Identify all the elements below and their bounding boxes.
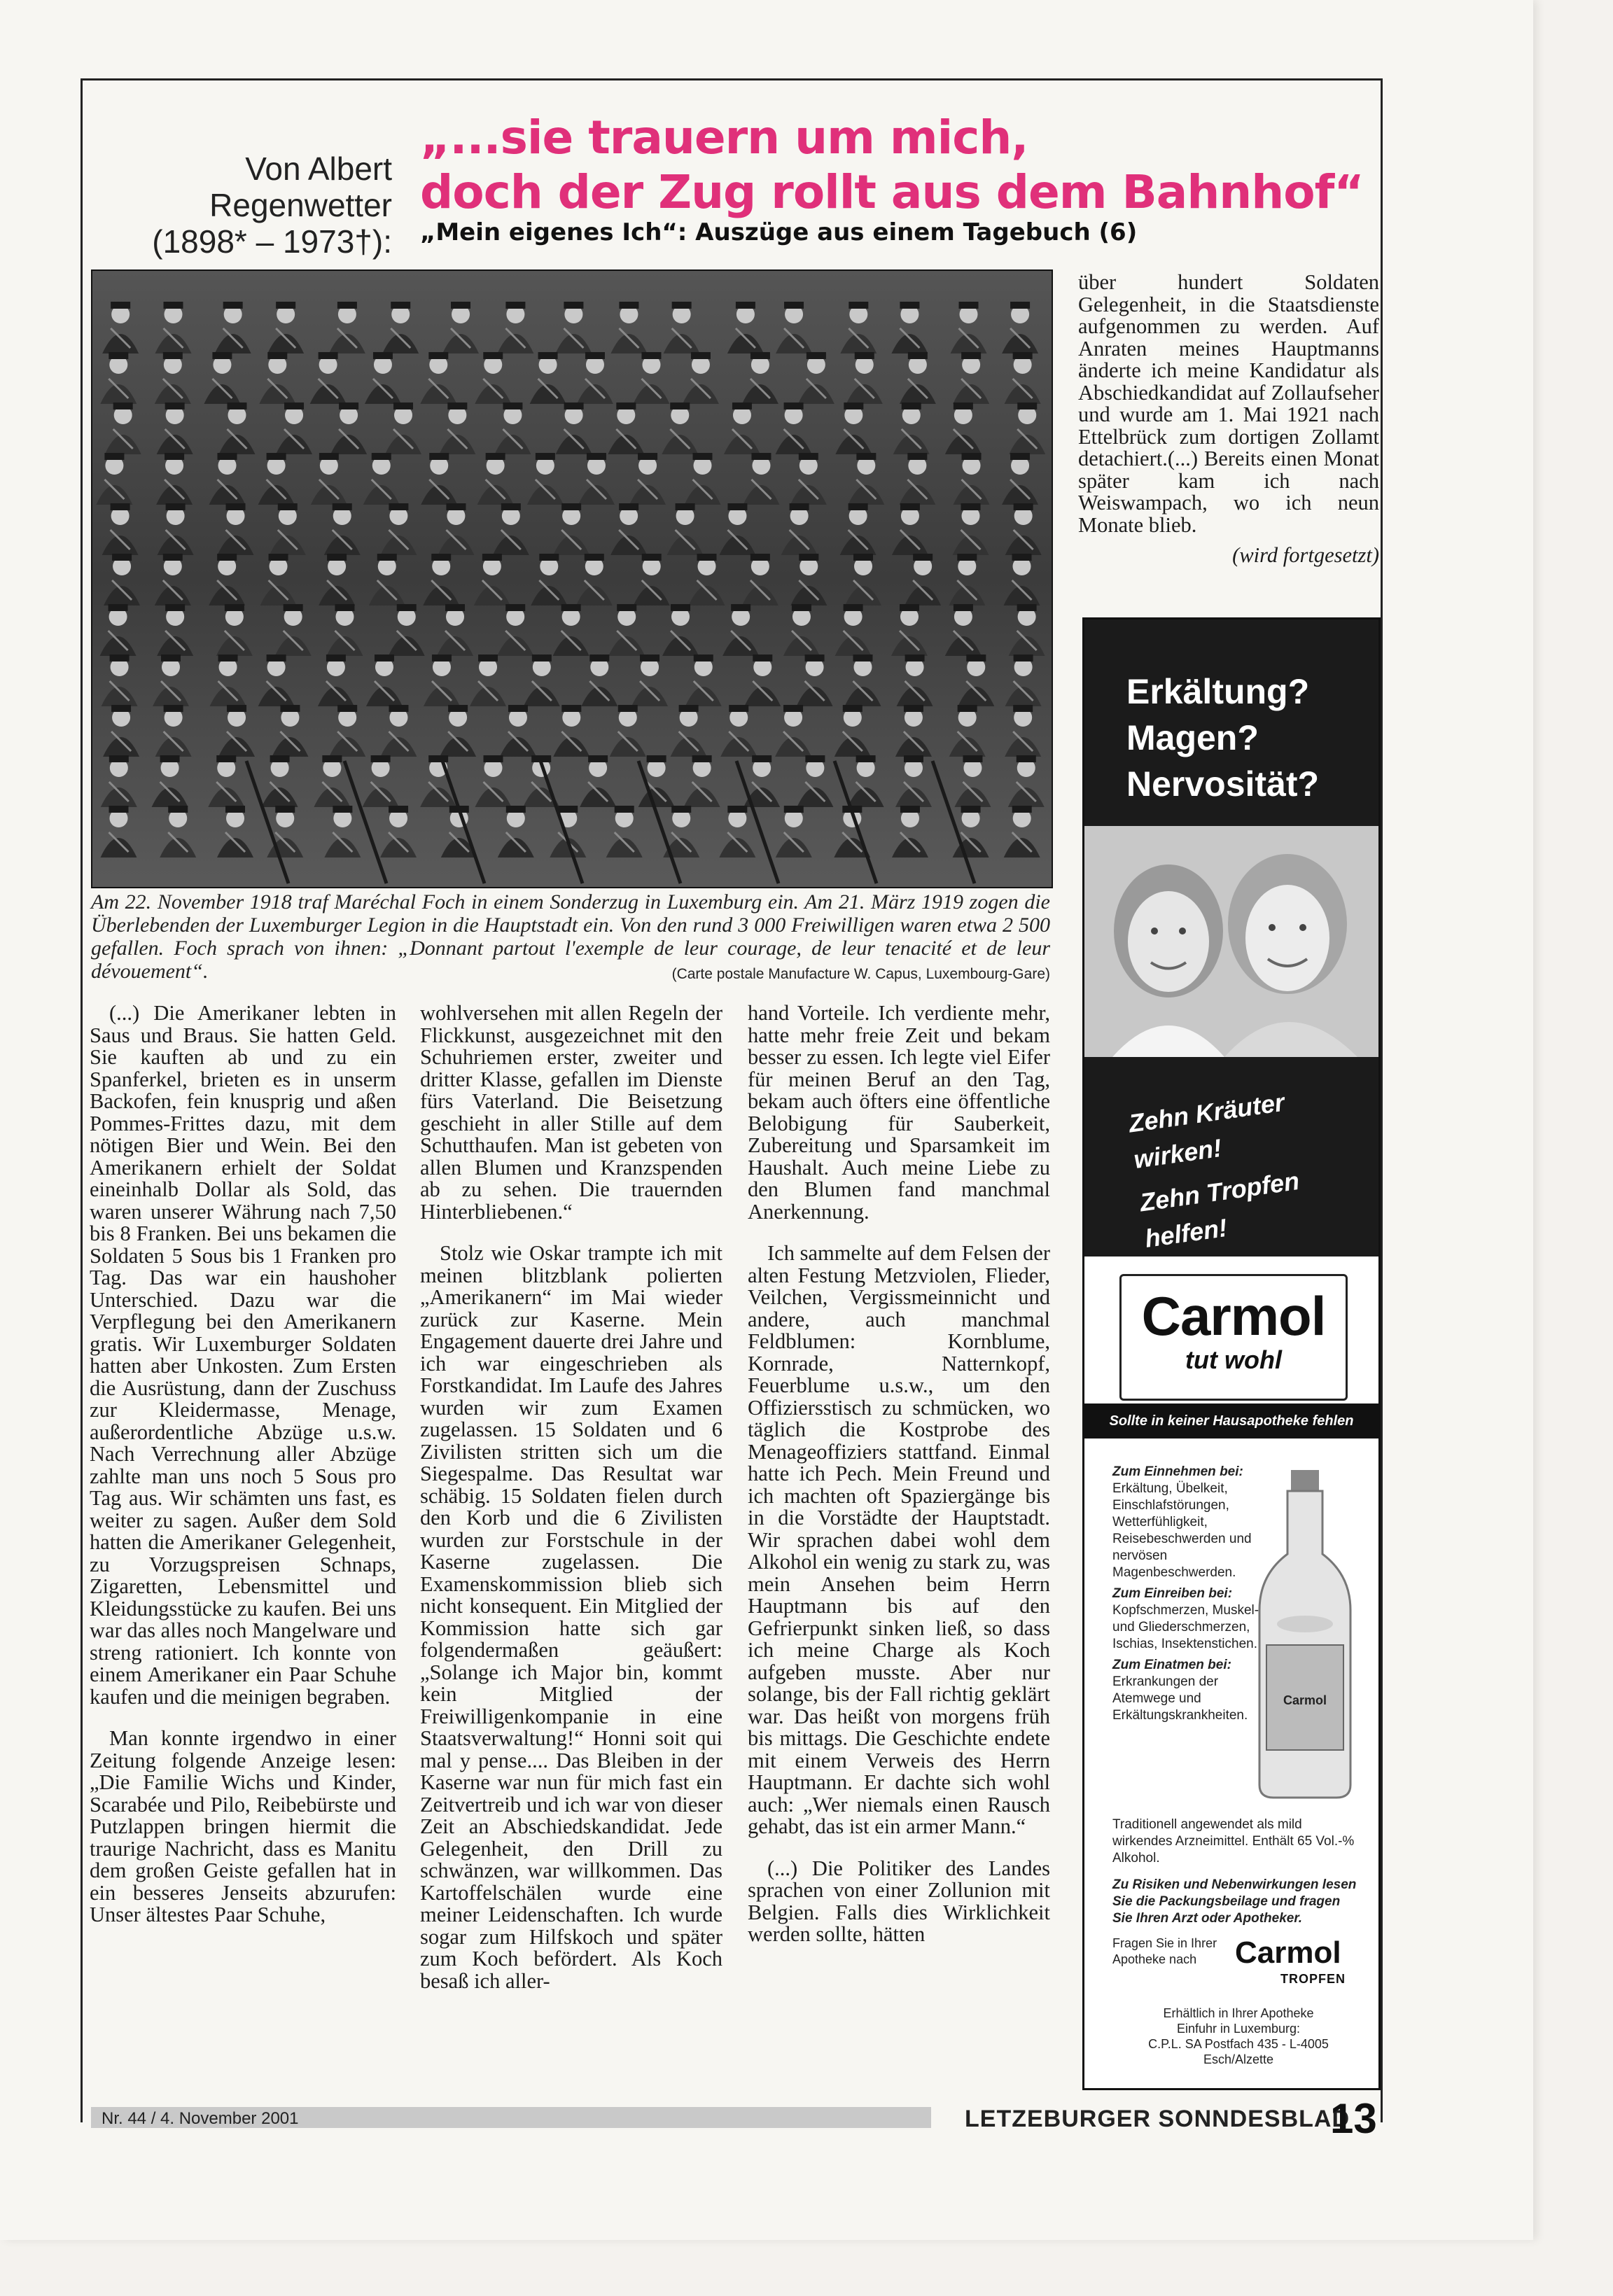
ad-question: Erkältung? [1126,672,1310,711]
address-line: Einfuhr in Luxemburg: [1176,2022,1301,2036]
paragraph: (...) Die Politiker des Landes sprachen von einer Zollunion mit Belgien. Falls dies Wirklichkeit werden sollte, hätten [748,1856,1050,1946]
ad-question: Magen? [1126,718,1259,757]
legal-warning: Zu Risiken und Nebenwirkungen lesen Sie die Packungsbeilage und fragen Sie Ihren Arzt oder Apotheker. [1112,1877,1357,1926]
article-column-2 [420,1002,722,1992]
slogan-line: Zehn Kräuter [1126,1087,1287,1138]
paragraph: Stolz wie Oskar trampte ich mit meinen blitzblank polierten „Amerikanern“ im Mai wieder zurück zur Kaserne. Mein Engagement dauerte drei Jahre und ich war eingeschrieben als Forstkandidat. Im Laufe des Jahres wurden wir zum Examen zugelassen. 15 Soldaten und 6 Zivilisten stritten sich um die Siegespalme. Das Resultat war schäbig. 15 Soldaten fielen durch den Korb und die 6 Zivilisten wurden zur Forstschule in der Kaserne zugelassen. Die Examenskommission blieb sich nicht konsequent. Ein Mitglied der Kommission hatte sich gar folgendermaßen geäußert: „Solange ich Major bin, kommt kein Mitglied der Freiwilligenkompanie in eine Staatsverwaltung!“ Honni soit qui mal y pense.... Das Bleiben in der Kaserne war nun für mich fast ein Zeitvertreib und ich war von dieser Zeit an Abschiedskandidat. Jede Gelegenheit, den Drill zu schwänzen, war willkommen. Das Kartoffelschälen wurde eine meiner Leidenschaften. Ich wurde sogar zum Hilfskoch und später zum Koch befördert. Als Koch besaß ich aller- [420,1241,722,1993]
women-photo-illustration [1084,826,1378,1057]
byline-line: Regenwetter [209,187,392,223]
paragraph: wohlversehen mit allen Regeln der Flickkunst, ausgezeichnet mit den Schuhriemen erster, zweiter und dritter Klasse, gefallen im Dienste fürs Vaterland. Die Beisetzung geschieht in aller Stille auf dem Schutthaufen. Man ist gebeten von allen Blumen und Kranzspenden ab zu sehen. Die trauernden Hinterbliebenen.“ [420,1001,722,1224]
info-heading: Zum Einnehmen bei: [1112,1464,1243,1479]
slogan-line: wirken! [1131,1133,1224,1175]
article-column-1 [90,1002,396,1926]
article-column-right [1078,272,1379,567]
ad-slogan [1126,1084,1306,1257]
caption-text: Am 22. November 1918 traf Maréchal Foch in einem Sonderzug in Luxemburg ein. Am 21. März 1919 zogen die Überlebenden der Luxemburger Legion in die Hauptstadt ein. Von den rund 3 000 Freiwilligen waren etwa 2 500 gefallen. Foch sprach von ihnen: „Donnant partout l'exemple de leur courage, de leur tenacité et de leur dévouement“. [91,890,1050,983]
carmol-logo [1119,1274,1348,1401]
bottle-icon [1252,1470,1357,1799]
importer-address [1112,2005,1364,2067]
photo-illustration [92,271,1052,887]
ad-usage-info [1112,1460,1259,1724]
ad-question: Nervosität? [1126,764,1320,804]
ad-question-panel [1084,620,1378,826]
photo-credit: (Carte postale Manufacture W. Capus, Luxembourg-Gare) [671,966,1050,982]
brand-tagline: tut wohl [1185,1345,1282,1374]
info-text: Erkältung, Übelkeit, Einschlafstörungen, Wetterfühligkeit, Reisebeschwerden und nervösen Magenbeschwerden. [1112,1481,1252,1580]
info-text: Erkrankungen der Atemwege und Erkältungskrankheiten. [1112,1674,1248,1723]
address-line: C.P.L. SA Postfach 435 - L-4005 Esch/Alzette [1148,2037,1329,2066]
ad-slogan-panel [1084,1057,1378,1256]
address-line: Erhältlich in Ihrer Apotheke [1163,2006,1314,2020]
paragraph: Ich sammelte auf dem Felsen der alten Festung Metzviolen, Flieder, Veilchen, Vergissmeinnicht und andere, auch manchmal Feldblumen: Kornblume, Kornrade, Natternkopf, Feuerblume u.s.w., um den Offiziersstisch zu schmücken, wo täglich die Kostprobe des Menageoffiziers stattfand. Einmal hatte ich Pech. Mein Freund und ich machten oft Spaziergänge bis in die Vorstädte der Hauptstadt. Wir sprachen dabei wohl dem Alkohol ein wenig zu stark zu, was mein Ansehen beim Herrn Hauptmann bis auf den Gefrierpunkt sinken ließ, so dass ich meine Charge als Koch aufgeben musste. Aber nur solange, bis der Fall richtig geklärt war. Das heißt von morgens früh bis mittags. Die Geschichte endete mit einem Verweis des Herrn Hauptmann. Er dachte sich wohl auch: „Wer niemals einen Rausch gehabt, das ist ein armer Mann.“ [748,1241,1050,1838]
byline-line: Von Albert [245,150,392,187]
legal-text: Traditionell angewendet als mild wirkendes Arzneimittel. Enthält 65 Vol.-% Alkohol. [1112,1817,1355,1865]
paragraph: hand Vorteile. Ich verdiente mehr, hatte mehr freie Zeit und bekam besser zu essen. Ich legte viel Eifer für meinen Beruf an den Tag, bekam auch öfters eine öffentliche Belobigung für Sauberkeit, Zubereitung und Sparsamkeit im Haushalt. Auch meine Liebe zu den Blumen fand manchmal Anerkennung. [748,1001,1050,1224]
brand-name: Carmol [1141,1285,1326,1347]
author-byline [112,150,392,260]
byline-line: (1898* – 1973†): [152,223,392,260]
slogan-line: Zehn Tropfen [1138,1166,1301,1217]
info-heading: Zum Einreiben bei: [1112,1586,1233,1601]
newspaper-name: LETZEBURGER SONNDESBLAD [965,2106,1350,2132]
info-text: Kopfschmerzen, Muskel- und Gliederschmerzen, Ischias, Insektenstichen. [1112,1603,1259,1651]
ad-photo-two-women [1084,826,1378,1057]
headline [420,111,1372,220]
brand-subtitle: TROPFEN [1280,1972,1346,1986]
brand-name-small: Carmol [1235,1935,1341,1970]
ad-legal-text [1112,1816,1357,1927]
subheadline: „Mein eigenes Ich“: Auszüge aus einem Tagebuch (6) [420,218,1138,246]
frame-top-rule [81,78,1383,80]
group-photo-soldiers [91,270,1053,888]
carmol-advertisement [1082,617,1381,2090]
paragraph: über hundert Soldaten Gelegenheit, in die Staatsdienste aufgenommen zu werden. Auf Anraten meines Hauptmanns änderte ich meine Kandidatur als Abschiedkandidat auf Zollaufseher und wurde am 1. Mai 1921 nach Ettelbrück zum dortigen Zollamt detachiert.(...) Bereits einen Monat später kam ich nach Weiswampach, wo ich neun Monate blieb. [1078,270,1379,537]
paragraph: Man konnte irgendwo in einer Zeitung folgende Anzeige lesen: „Die Familie Wichs und Kinder, Scarabée und Pilo, Reibebürste und Putzlappen bringen hiermit die traurige Nachricht, dass es Manitu dem großen Geiste gefallen hat in ein besseres Jenseits abzurufen: Unser ältestes Paar Schuhe, [90,1726,396,1926]
to-be-continued: (wird fortgesetzt) [1232,543,1379,567]
issue-date: Nr. 44 / 4. November 2001 [102,2109,299,2128]
headline-line: doch der Zug rollt aus dem Bahnhof“ [420,165,1364,219]
headline-line: „...sie trauern um mich, [420,111,1028,164]
ad-questions [1126,668,1319,807]
paragraph: (...) Die Amerikaner lebten in Saus und Braus. Sie hatten Geld. Sie kauften ab und zu ein Spanferkel, brieten es in unserm Backofen, fein knusprig und aßen Pommes-Frittes dazu, mit dem nötigen Bier und Wein. Bei den Amerikanern erhielt der Soldat eineinhalb Dollar als Sold, das waren unserer Währung nach 7,50 bis 8 Franken. Bei uns bekamen die Soldaten 5 Sous bis 1 Franken pro Tag. Das war ein haushoher Unterschied. Dazu war die Verpflegung bei den Amerikanern gratis. Wir Luxemburger Soldaten hatten aber Unkosten. Zum Ersten die Ausrüstung, dann der Zuschuss zur Kleidermasse, Menage, außerordentliche Abzüge u.s.w. Nach Verrechnung aller Abzüge zahlte man uns noch 5 Sous pro Tag aus. Wir schämten uns fast, es weiter zu sagen. Außer dem Sold hatten die Amerikaner Gelegenheit, zu Vorzugspreisen Schnaps, Zigaretten, Lebensmittel und Kleidungsstücke zu kaufen. Bei uns war das alles noch Mangelware und streng rationiert. Ich konnte von einem Amerikaner ein Paar Schuhe kaufen und die meinigen begraben. [90,1001,396,1709]
frame-left-rule [81,78,83,2122]
ad-footer [1112,1935,1364,2076]
slogan-line: helfen! [1143,1212,1229,1253]
info-heading: Zum Einatmen bei: [1112,1658,1231,1672]
photo-caption [91,890,1050,986]
ask-pharmacy: Fragen Sie in Ihrer Apotheke nach [1112,1936,1217,1966]
article-column-3 [748,1002,1050,1946]
page-number: 13 [1330,2095,1377,2142]
frame-right-rule [1381,78,1383,2122]
ad-banner-strip: Sollte in keiner Hausapotheke fehlen [1084,1404,1378,1438]
bottle-label: Carmol [1283,1693,1327,1707]
